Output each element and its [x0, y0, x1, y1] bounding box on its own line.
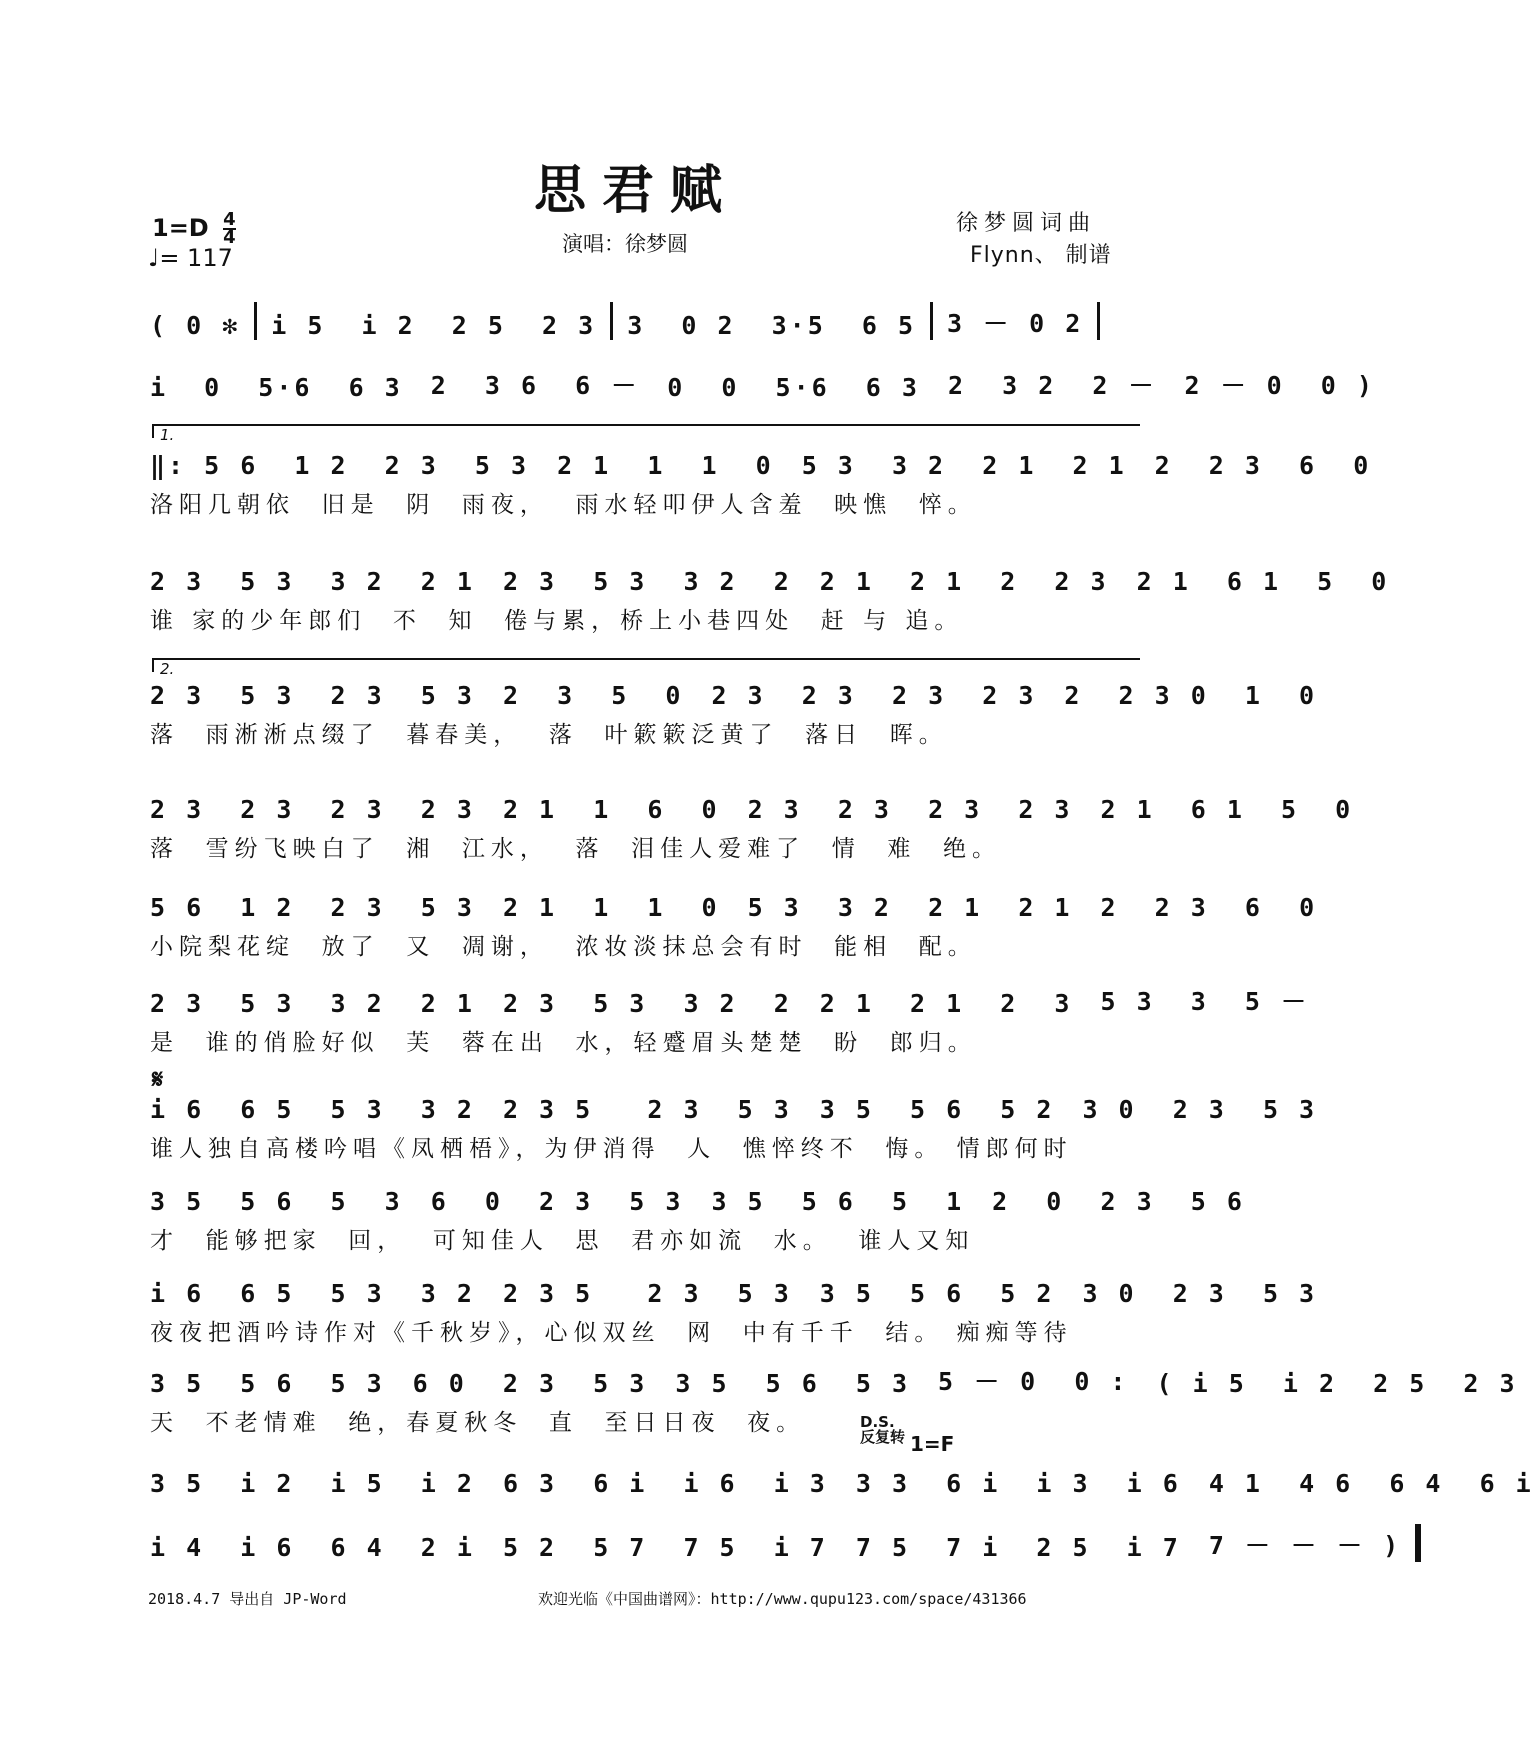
measure: 3 5 5 6 5 1: [711, 1187, 965, 1216]
measure: 3 5 5 6 5 3: [675, 1369, 911, 1398]
tempo-marking: ♩= 117: [148, 244, 233, 272]
measure: 5 － 0 0 :: [938, 1367, 1129, 1396]
measure-row: [150, 1522, 1402, 1562]
measure: 3 － 0 2: [947, 309, 1084, 338]
measure: 2 3 2 3 2 3 2 3: [747, 795, 1073, 824]
measure-row: [150, 362, 1375, 402]
measure: 3 5 5 6 5 3: [150, 1187, 403, 1216]
measure: 3 5 5 6 5 2: [819, 1279, 1055, 1308]
barline: [254, 302, 257, 340]
measure: 6 0 2 3 5 3: [430, 1187, 684, 1216]
measure: 2 2 3 6 0: [1154, 451, 1372, 480]
time-signature: [223, 209, 236, 248]
measure-row: [150, 440, 1372, 480]
measure: 2 3 2 3 2 3 2 3: [711, 681, 1037, 710]
measure-row: [150, 1084, 1318, 1124]
singer-credit: 演唱：徐梦圆: [562, 232, 688, 256]
measure: 3 0 2 3 5 3: [1082, 1095, 1318, 1124]
time-denominator: 4: [223, 227, 236, 248]
score-line: [150, 1084, 1318, 1162]
measure: 6 3 6 i i 6 i 3: [502, 1469, 828, 1498]
measure: ‖: 5 6 1 2 2 3 5 3: [150, 451, 530, 480]
score-line: [150, 1458, 1534, 1498]
measure-row: [150, 300, 1130, 340]
measure-row: [150, 670, 1318, 710]
score-line: [150, 978, 1309, 1056]
ds-label: D.S.: [860, 1413, 895, 1431]
lyrics-line: 夜夜把酒吟诗作对《千秋岁》，心似双丝 网 中有千千 结。 痴痴等待: [150, 1320, 1073, 1346]
measure: 5 2 5 7 7 5 i 7: [502, 1533, 828, 1562]
ds-marking: [860, 1415, 905, 1445]
lyrics-line: 才 能够把家 回， 可知佳人 思 君亦如流 水。 谁人又知: [150, 1228, 975, 1254]
measure: 2 1 1 1 0: [502, 893, 720, 922]
key-signature: [152, 209, 236, 248]
score-line: [150, 1176, 1245, 1254]
measure-row: [150, 1458, 1534, 1498]
time-numerator: 4: [223, 209, 236, 230]
barline: [1415, 1524, 1421, 1562]
measure: 2 3 5 0: [502, 681, 684, 710]
measure-row: [150, 1176, 1245, 1216]
measure-row: [150, 882, 1318, 922]
score-line: [150, 1358, 1518, 1436]
measure: i 6 6 5 5 3 3 2: [150, 1279, 475, 1308]
measure: 6 0 2 3 5 3: [412, 1369, 648, 1398]
measure: 2 1 2 1 2 3: [819, 989, 1073, 1018]
ds-note: 反复转: [860, 1428, 906, 1446]
score-line: [150, 670, 1318, 748]
measure: 7 － － － ): [1208, 1531, 1402, 1560]
lyrics-line: 落 雨淅淅点缀了 暮春美， 落 叶簌簌泛黄了 落日 晖。: [150, 722, 948, 748]
lyrics-line: 落 雪纷飞映白了 湘 江水， 落 泪佳人爱难了 情 难 绝。: [150, 836, 1001, 862]
measure: 2 3 5 3 3 2 2: [502, 989, 792, 1018]
lyrics-line: 天 不老情难 绝，春夏秋冬 直 至日日夜 夜。: [150, 1410, 806, 1436]
measure-row: [150, 978, 1309, 1018]
measure: 2 3 6 6 －: [430, 371, 640, 400]
measure: 2 0 2 3 5 6: [992, 1187, 1245, 1216]
measure: 3 5 5 6 5 3: [150, 1369, 385, 1398]
lyrics-line: 谁人独自高楼吟唱《凤栖梧》，为伊消得 人 憔悴终不 悔。 情郎何时: [150, 1136, 1073, 1162]
measure: 2 － 0 0 ): [1184, 371, 1375, 400]
measure: 5 3 3 5 －: [1100, 987, 1309, 1016]
measure: 3 0 2 3·5 6 5: [627, 311, 917, 340]
measure: 2 1 6 1 5 0: [1136, 567, 1390, 596]
barline: [930, 302, 933, 340]
notation-credit: Flynn、 制谱: [970, 243, 1112, 268]
measure: 2 3 5 3 3 2 2 1: [150, 989, 475, 1018]
barline: [610, 302, 613, 340]
measure: 3 5 i 2 i 5 i 2: [150, 1469, 475, 1498]
measure: 2 3 2 3 2 3 2 3: [150, 795, 475, 824]
measure: 7 5 7 i 2 5 i 7: [855, 1533, 1181, 1562]
score-line: [150, 882, 1318, 960]
volta-first-ending: 1.: [152, 424, 1140, 438]
barline: [1097, 302, 1100, 340]
measure: i 4 i 6 6 4 2 i: [150, 1533, 475, 1562]
measure: 5 3 3 2 2 1 2 1: [747, 893, 1073, 922]
measure: 5 6 1 2 2 3 5 3: [150, 893, 475, 922]
score-line: [150, 1268, 1318, 1346]
measure-row: [150, 784, 1354, 824]
page-title: 思君赋: [533, 160, 738, 221]
score-line: [150, 556, 1390, 634]
lyrics-line: 谁 家的少年郎们 不 知 倦与累，桥上小巷四处 赶 与 追。: [150, 608, 964, 634]
measure: 2 3 5 3 2 3 5 3: [150, 681, 475, 710]
score-line: [150, 440, 1372, 518]
measure: i 5 i 2 2 5 2 3: [271, 311, 597, 340]
measure: 2 3 5 2 3 5 3: [502, 1279, 792, 1308]
measure: 2 2 3 0 1 0: [1064, 681, 1318, 710]
measure: 2 3 5 3 3 2 2 1: [150, 567, 475, 596]
measure: 2 2 3 6 0: [1100, 893, 1318, 922]
measure: 4 1 4 6 6 4 6 i: [1208, 1469, 1534, 1498]
measure-row: [150, 1358, 1518, 1398]
lyrics-line: 小院梨花绽 放了 又 凋谢， 浓妆淡抹总会有时 能相 配。: [150, 934, 977, 960]
measure: 3 5 5 6 5 2: [819, 1095, 1055, 1124]
measure: 2 3 5 2 3 5 3: [502, 1095, 792, 1124]
measure: ( i 5 i 2 2 5 2 3: [1156, 1369, 1518, 1398]
score-line: [150, 784, 1354, 862]
lyrics-line: 洛阳几朝依 旧是 阴 雨夜， 雨水轻叩伊人含羞 映憔 悴。: [150, 492, 977, 518]
lyrics-line: 是 谁的俏脸好似 芙 蓉在出 水，轻蹙眉头楚楚 盼 郎归。: [150, 1030, 977, 1056]
measure: 2 1 1 1 0: [557, 451, 774, 480]
footer-export-note: 2018.4.7 导出自 JP-Word: [148, 1590, 347, 1608]
footer-website-link[interactable]: 欢迎光临《中国曲谱网》：http://www.qupu123.com/space/431366: [538, 1590, 1027, 1608]
ds-key-change: 1=F: [910, 1432, 955, 1456]
measure: 2 3 2 2 －: [947, 371, 1157, 400]
measure: 3 3 6 i i 3 i 6: [855, 1469, 1181, 1498]
score-line: [150, 362, 1375, 402]
measure: 2 1 2 1 2 2 3: [819, 567, 1109, 596]
measure-row: [150, 556, 1390, 596]
composer-credit: 徐梦圆词曲: [956, 211, 1097, 236]
measure: 3 0 2 3 5 3: [1082, 1279, 1318, 1308]
measure: i 0 5·6 6 3: [150, 373, 403, 402]
score-line: [150, 1522, 1402, 1562]
measure: 5 3 3 2 2 1 2 1: [801, 451, 1127, 480]
measure: 2 1 1 6 0: [502, 795, 720, 824]
segno-sign: 𝄋: [152, 1065, 164, 1095]
measure: i 6 6 5 5 3 3 2: [150, 1095, 475, 1124]
measure: ( 0 ✻: [150, 311, 241, 340]
measure: 0 0 5·6 6 3: [667, 373, 920, 402]
measure: 2 1 6 1 5 0: [1100, 795, 1354, 824]
key-label: 1=D: [152, 214, 209, 242]
volta-second-ending: 2.: [152, 658, 1140, 672]
measure-row: [150, 1268, 1318, 1308]
measure: 2 3 5 3 3 2 2: [502, 567, 792, 596]
score-line: [150, 300, 1130, 340]
